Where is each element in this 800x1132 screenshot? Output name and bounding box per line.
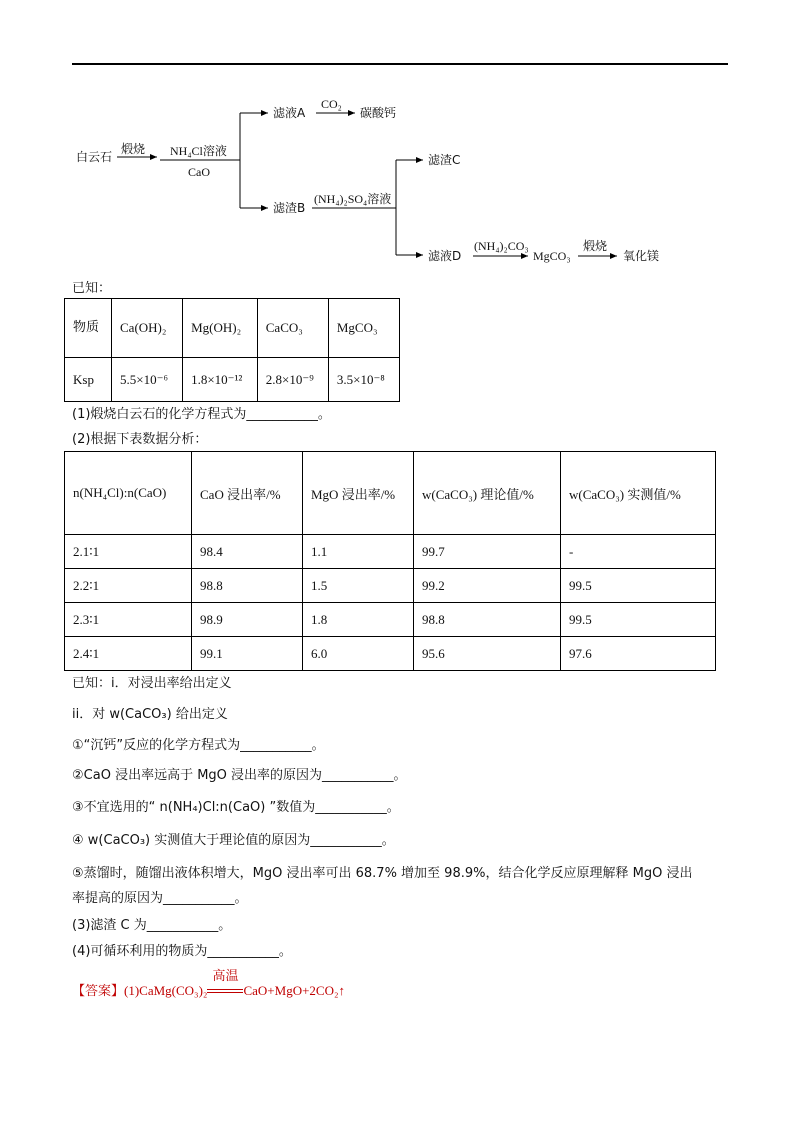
table-cell: 2.2∶1: [65, 569, 192, 603]
table-cell: 物质: [65, 299, 112, 358]
question-4: (4)可循环利用的物质为___________。: [72, 944, 292, 959]
table-header-cell: n(NH₄Cl):n(CaO): [65, 452, 192, 535]
flow-mgco3: MgCO₃: [533, 249, 571, 263]
flow-residue-c: 滤渣C: [428, 153, 461, 167]
ksp-table: [64, 298, 400, 402]
question-2: (2)根据下表数据分析：: [72, 432, 208, 447]
flow-ammonium-sulfate: (NH₄)₂SO₄溶液: [314, 192, 392, 206]
table-cell: -: [561, 535, 716, 569]
table-cell: 99.5: [561, 569, 716, 603]
table-header-row: [65, 452, 716, 535]
sub-question-5-line-1: ⑤蒸馏时，随馏出液体积增大，MgO 浸出率可出 68.7% 增加至 98.9%，结合化学反应原理解释 MgO 浸出: [72, 866, 693, 881]
table-cell: CaCO₃: [257, 299, 328, 358]
table-cell: 5.5×10⁻⁶: [112, 358, 183, 402]
table-cell: 2.4∶1: [65, 637, 192, 671]
flow-start: 白云石: [76, 150, 113, 164]
sub-question-4: ④ w(CaCO₃) 实测值大于理论值的原因为___________。: [72, 833, 395, 848]
table-cell: Ca(OH)₂: [112, 299, 183, 358]
table-cell: 1.5: [303, 569, 414, 603]
table-cell: 99.2: [414, 569, 561, 603]
table-cell: 2.3∶1: [65, 603, 192, 637]
table-row: [65, 637, 716, 671]
table-cell: 95.6: [414, 637, 561, 671]
table-cell: MgCO₃: [328, 299, 399, 358]
flow-filtrate-d: 滤液D: [428, 249, 462, 263]
table-row: [65, 358, 400, 402]
process-flow-diagram: [0, 0, 800, 280]
table-header-cell: w(CaCO₃) 理论值/%: [414, 452, 561, 535]
table-cell: Mg(OH)₂: [183, 299, 258, 358]
flow-co2: CO₂: [321, 97, 342, 111]
answer-lhs: (1)CaMg(CO₃)₂: [124, 983, 208, 998]
flow-filtrate-a: 滤液A: [273, 106, 306, 120]
leach-data-table: [64, 451, 716, 671]
table-cell: 2.8×10⁻⁹: [257, 358, 328, 402]
question-3: (3)滤渣 C 为___________。: [72, 918, 232, 933]
table-cell: 99.5: [561, 603, 716, 637]
table-cell: 98.8: [414, 603, 561, 637]
table-header-cell: w(CaCO₃) 实测值/%: [561, 452, 716, 535]
question-1: (1)煅烧白云石的化学方程式为___________。: [72, 407, 331, 422]
table-row: [65, 299, 400, 358]
table-cell: 1.8: [303, 603, 414, 637]
table-header-cell: CaO 浸出率/%: [192, 452, 303, 535]
flow-calcine-label: 煅烧: [121, 142, 146, 156]
table-row: [65, 535, 716, 569]
table-row: [65, 603, 716, 637]
table-cell: 3.5×10⁻⁸: [328, 358, 399, 402]
sub-question-2: ②CaO 浸出率远高于 MgO 浸出率的原因为___________。: [72, 768, 407, 783]
table-cell: 1.8×10⁻¹²: [183, 358, 258, 402]
known-label: 已知：: [72, 281, 112, 296]
sub-question-5-line-2: 率提高的原因为___________。: [72, 891, 248, 906]
double-line-icon: [207, 989, 243, 993]
known-i: 已知：i．对浸出率给出定义: [72, 676, 232, 691]
answer-rhs: CaO+MgO+2CO₂↑: [243, 983, 345, 998]
sub-question-3: ③不宜选用的“ n(NH₄)Cl:n(CaO) ”数值为___________。: [72, 800, 400, 815]
flow-caco3-product: 碳酸钙: [360, 106, 397, 120]
table-row: [65, 569, 716, 603]
table-cell: 98.8: [192, 569, 303, 603]
table-cell: 98.4: [192, 535, 303, 569]
table-cell: 2.1∶1: [65, 535, 192, 569]
flow-final-product: 氧化镁: [623, 249, 660, 263]
reaction-arrow: [207, 969, 243, 999]
table-cell: 97.6: [561, 637, 716, 671]
sub-question-1: ①“沉钙”反应的化学方程式为___________。: [72, 738, 325, 753]
known-ii: ii．对 w(CaCO₃) 给出定义: [72, 707, 228, 722]
answer-line: [72, 969, 345, 999]
flow-residue-b: 滤渣B: [273, 201, 306, 215]
answer-bracket: 【答案】: [72, 984, 125, 999]
flow-calcine-label-2: 煅烧: [583, 239, 608, 253]
table-cell: 99.1: [192, 637, 303, 671]
table-header-cell: MgO 浸出率/%: [303, 452, 414, 535]
reaction-condition: 高温: [212, 969, 239, 984]
flow-ammonium-carbonate: (NH₄)₂CO₃: [474, 239, 529, 253]
flow-reagent-nh4cl: NH₄Cl溶液: [170, 144, 227, 158]
table-cell: 99.7: [414, 535, 561, 569]
table-cell: Ksp: [65, 358, 112, 402]
table-cell: 98.9: [192, 603, 303, 637]
table-cell: 6.0: [303, 637, 414, 671]
flow-reagent-cao: CaO: [188, 165, 210, 179]
table-cell: 1.1: [303, 535, 414, 569]
